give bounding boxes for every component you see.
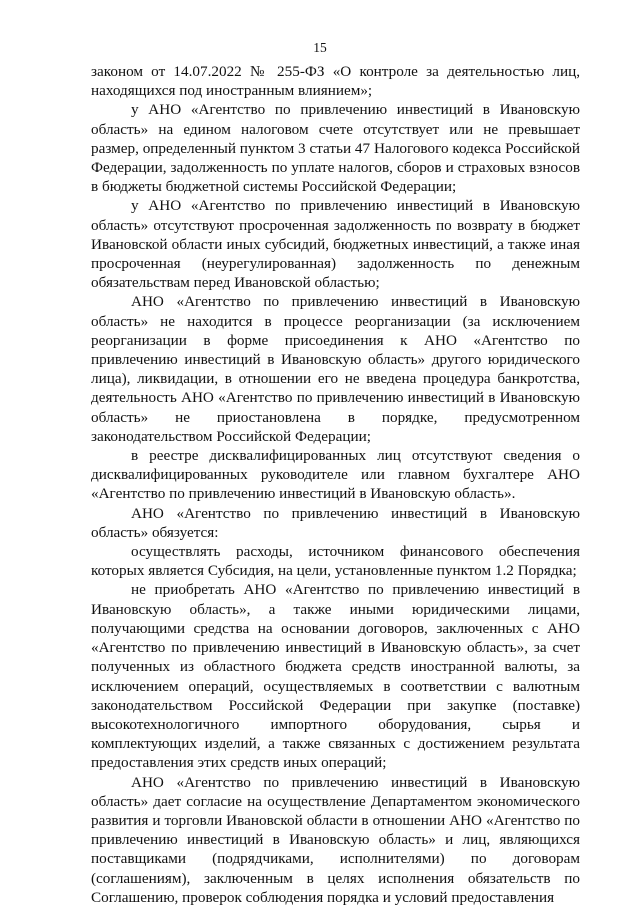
paragraph-disqualified-registry: в реестре дисквалифицированных лиц отсутствуют сведения о дисквалифицированных руководителе или главном бухгалтере АНО «Агентство по привлечению инвестиций в Ивановскую область». (91, 447, 580, 503)
paragraph-expenses: осуществлять расходы, источником финансового обеспечения которых является Субсидия, на цели, установленные пунктом 1.2 Порядка; (91, 543, 580, 580)
paragraph-tax-debt: у АНО «Агентство по привлечению инвестиций в Ивановскую область» на едином налоговом счете отсутствует или не превышает размер, определенный пунктом 3 статьи 47 Налогового кодекса Российской Федерации, задолженность по уплате налогов, сборов и страховых взносов в бюджеты бюджетной системы Российской Федерации; (91, 101, 580, 196)
paragraph-continuation: законом от 14.07.2022 № 255-ФЗ «О контроле за деятельностью лиц, находящихся под иностранным влиянием»; (91, 63, 580, 100)
paragraph-foreign-currency: не приобретать АНО «Агентство по привлечению инвестиций в Ивановскую область», а также иными юридическими лицами, получающими средства на основании договоров, заключенных с АНО «Агентство по привлечению инвестиций в Ивановскую область», за счет полученных из областного бюджета средств иностранной валюты, за исключением операций, осуществляемых в соответствии с валютным законодательством Российской Федерации при закупке (поставке) высокотехнологичного импортного оборудования, сырья и комплектующих изделий, а также связанных с достижением результата предоставления этих средств иных операций; (91, 581, 580, 772)
paragraph-overdue-debt: у АНО «Агентство по привлечению инвестиций в Ивановскую область» отсутствуют просроченная задолженность по возврату в бюджет Ивановской области иных субсидий, бюджетных инвестиций, а также иная просроченная (неурегулированная) задолженность по денежным обязательствам перед Ивановской областью; (91, 197, 580, 292)
document-body (91, 62, 580, 907)
paragraph-obligations-intro: АНО «Агентство по привлечению инвестиций в Ивановскую область» обязуется: (91, 504, 580, 541)
paragraph-reorganization: АНО «Агентство по привлечению инвестиций в Ивановскую область» не находится в процессе реорганизации (за исключением реорганизации в форме присоединения к АНО «Агентство по привлечению инвестиций в Ивановскую область» другого юридического лица), ликвидации, в отношении его не введена процедура банкротства, деятельность АНО «Агентство по привлечению инвестиций в Ивановскую область» не приостановлена в порядке, предусмотренном законодательством Российской Федерации; (91, 293, 580, 445)
paragraph-consent-inspections: АНО «Агентство по привлечению инвестиций в Ивановскую область» дает согласие на осуществление Департаментом экономического развития и торговли Ивановской области в отношении АНО «Агентство по привлечению инвестиций в Ивановскую область» и лиц, являющихся поставщиками (подрядчиками, исполнителями) по договорам (соглашениям), заключенным в целях исполнения обязательств по Соглашению, проверок соблюдения порядка и условий предоставления (91, 773, 580, 906)
page-number: 15 (313, 40, 327, 55)
